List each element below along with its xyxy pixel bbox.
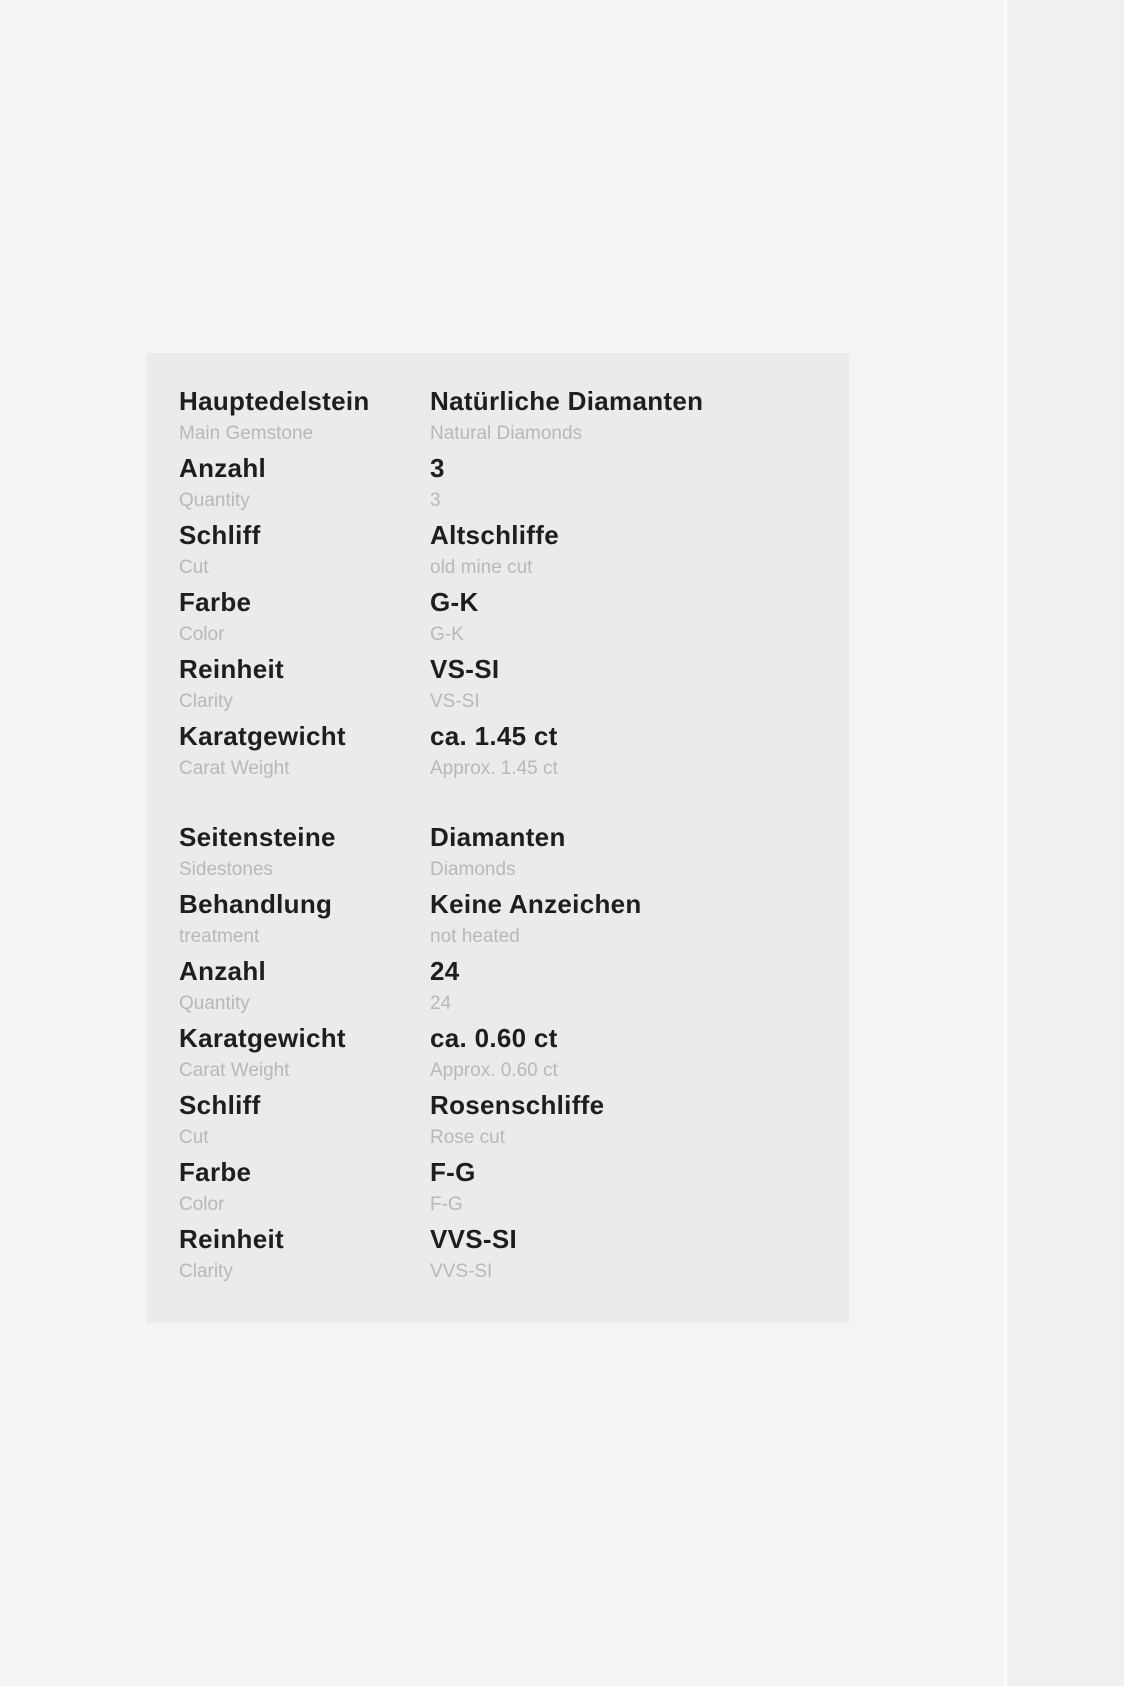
page-edge — [1004, 0, 1124, 1686]
spec-label — [179, 1020, 419, 1086]
value-english: 24 — [430, 993, 452, 1014]
label-german: Karatgewicht — [179, 721, 346, 751]
label-german: Seitensteine — [179, 822, 336, 852]
spec-row-carat-weight — [179, 1020, 819, 1087]
value-german: Keine Anzeichen — [430, 889, 642, 919]
value-english: Approx. 0.60 ct — [430, 1060, 558, 1081]
label-english: Quantity — [179, 993, 250, 1014]
spec-label — [179, 886, 419, 952]
value-english: old mine cut — [430, 557, 533, 578]
value-english: Approx. 1.45 ct — [430, 758, 558, 779]
value-german: Diamanten — [430, 822, 566, 852]
spec-row-sidestones — [179, 819, 819, 886]
sidestones-section — [179, 819, 819, 1288]
spec-label — [179, 953, 419, 1019]
label-german: Farbe — [179, 587, 252, 617]
spec-label — [179, 450, 419, 516]
label-german: Karatgewicht — [179, 1023, 346, 1053]
spec-label — [179, 819, 419, 885]
spec-value — [430, 517, 830, 583]
spec-row-main-gemstone — [179, 383, 819, 450]
value-english: F-G — [430, 1194, 463, 1215]
spec-row-cut — [179, 517, 819, 584]
main-gemstone-section — [179, 383, 819, 785]
spec-row-clarity — [179, 651, 819, 718]
spec-value — [430, 383, 830, 449]
label-english: Color — [179, 624, 225, 645]
value-german: Natürliche Diamanten — [430, 386, 704, 416]
spec-label — [179, 718, 419, 784]
label-english: Cut — [179, 1127, 209, 1148]
spec-value — [430, 450, 830, 516]
spec-label — [179, 1221, 419, 1287]
value-english: VVS-SI — [430, 1261, 493, 1282]
spec-row-treatment — [179, 886, 819, 953]
value-english: not heated — [430, 926, 520, 947]
label-german: Reinheit — [179, 1224, 284, 1254]
label-english: Cut — [179, 557, 209, 578]
value-english: Natural Diamonds — [430, 423, 583, 444]
value-german: 3 — [430, 453, 445, 483]
spec-row-color — [179, 584, 819, 651]
value-german: ca. 1.45 ct — [430, 721, 558, 751]
label-german: Farbe — [179, 1157, 252, 1187]
label-english: Sidestones — [179, 859, 274, 880]
label-german: Hauptedelstein — [179, 386, 370, 416]
label-german: Reinheit — [179, 654, 284, 684]
spec-value — [430, 819, 830, 885]
value-german: 24 — [430, 956, 460, 986]
value-english: Diamonds — [430, 859, 516, 880]
value-german: ca. 0.60 ct — [430, 1023, 558, 1053]
spec-label — [179, 383, 419, 449]
spec-row-color — [179, 1154, 819, 1221]
spec-row-cut — [179, 1087, 819, 1154]
spec-value — [430, 651, 830, 717]
label-english: Quantity — [179, 490, 250, 511]
label-english: Color — [179, 1194, 225, 1215]
label-english: Carat Weight — [179, 758, 290, 779]
spec-value — [430, 886, 830, 952]
label-english: Clarity — [179, 691, 233, 712]
spec-row-quantity — [179, 953, 819, 1020]
label-german: Schliff — [179, 1090, 261, 1120]
spec-row-clarity — [179, 1221, 819, 1288]
value-german: G-K — [430, 587, 479, 617]
value-english: 3 — [430, 490, 441, 511]
spec-label — [179, 517, 419, 583]
label-english: Main Gemstone — [179, 423, 314, 444]
spec-row-carat-weight — [179, 718, 819, 785]
label-german: Schliff — [179, 520, 261, 550]
label-german: Behandlung — [179, 889, 333, 919]
spec-value — [430, 953, 830, 1019]
value-german: F-G — [430, 1157, 476, 1187]
label-english: Clarity — [179, 1261, 233, 1282]
spec-label — [179, 651, 419, 717]
label-german: Anzahl — [179, 956, 267, 986]
label-english: treatment — [179, 926, 260, 947]
spec-label — [179, 584, 419, 650]
spec-value — [430, 584, 830, 650]
spec-value — [430, 1020, 830, 1086]
value-german: Altschliffe — [430, 520, 559, 550]
spec-value — [430, 1154, 830, 1220]
value-english: Rose cut — [430, 1127, 505, 1148]
spec-label — [179, 1154, 419, 1220]
spec-label — [179, 1087, 419, 1153]
value-german: VS-SI — [430, 654, 500, 684]
spec-value — [430, 1087, 830, 1153]
value-german: VVS-SI — [430, 1224, 518, 1254]
value-german: Rosenschliffe — [430, 1090, 605, 1120]
spec-row-quantity — [179, 450, 819, 517]
value-english: VS-SI — [430, 691, 480, 712]
spec-value — [430, 1221, 830, 1287]
label-german: Anzahl — [179, 453, 267, 483]
spec-value — [430, 718, 830, 784]
value-english: G-K — [430, 624, 464, 645]
label-english: Carat Weight — [179, 1060, 290, 1081]
